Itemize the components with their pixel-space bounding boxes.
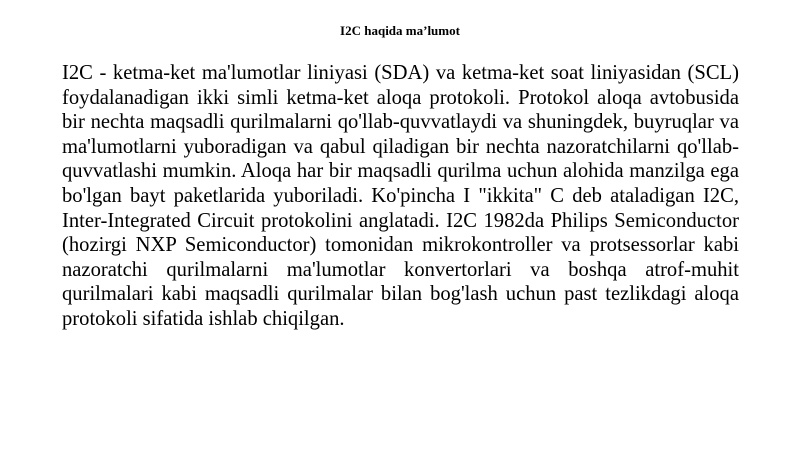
document-title: I2C haqida ma’lumot	[340, 23, 460, 38]
body-paragraph: I2C - ketma-ket ma'lumotlar liniyasi (SDA) va ketma-ket soat liniyasidan (SCL) foydalanadigan ikki simli ketma-ket aloqa protokoli. Protokol aloqa avtobusida bir nechta maqsadli qurilmalarni qo'llab-quvvatlaydi va shuningdek, buyruqlar va ma'lumotlarni yuboradigan va qabul qiladigan bir nechta nazoratchilarni qo'llab-quvvatlashi mumkin. Aloqa har bir maqsadli qurilma uchun alohida manzilga ega bo'lgan bayt paketlarida yuboriladi. Ko'pincha I "ikkita" C deb ataladigan I2C, Inter-Integrated Circuit protokolini anglatadi. I2C 1982da Philips Semiconductor (hozirgi NXP Semiconductor) tomonidan mikrokontroller va protsessorlar kabi nazoratchi qurilmalarni ma'lumotlar konvertorlari va boshqa atrof-muhit qurilmalari kabi maqsadli qurilmalar bilan bog'lash uchun past tezlikdagi aloqa protokoli sifatida ishlab chiqilgan.	[62, 62, 739, 330]
